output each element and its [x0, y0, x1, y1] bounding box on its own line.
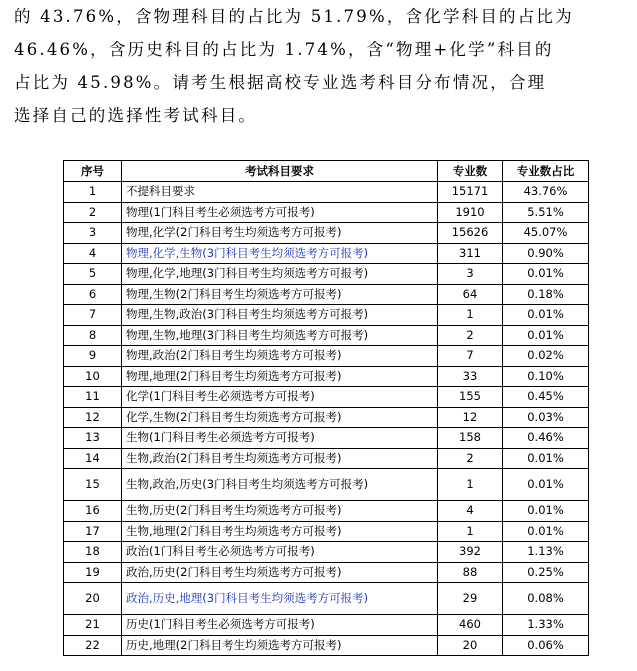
cell-percent: 45.07% — [503, 223, 589, 244]
table-row — [64, 325, 589, 346]
table-row — [64, 243, 589, 264]
cell-index: 16 — [64, 501, 122, 522]
cell-index: 4 — [64, 243, 122, 264]
cell-count: 1 — [438, 305, 503, 326]
cell-requirement: 政治,历史,地理(3门科目考生均须选考方可报考) — [122, 583, 438, 615]
cell-index: 5 — [64, 264, 122, 285]
cell-percent: 0.03% — [503, 407, 589, 428]
cell-requirement: 物理,化学,地理(3门科目考生均须选考方可报考) — [122, 264, 438, 285]
cell-index: 15 — [64, 469, 122, 501]
cell-index: 12 — [64, 407, 122, 428]
table-row — [64, 182, 589, 203]
cell-count: 1 — [438, 469, 503, 501]
cell-index: 14 — [64, 448, 122, 469]
table-row — [64, 469, 589, 501]
table-row — [64, 284, 589, 305]
cell-count: 1 — [438, 521, 503, 542]
cell-percent: 0.02% — [503, 346, 589, 367]
cell-count: 29 — [438, 583, 503, 615]
cell-percent: 0.18% — [503, 284, 589, 305]
table-row — [64, 448, 589, 469]
cell-index: 19 — [64, 562, 122, 583]
cell-requirement: 物理,化学,生物(3门科目考生均须选考方可报考) — [122, 243, 438, 264]
cell-count: 33 — [438, 366, 503, 387]
cell-requirement: 物理,生物(2门科目考生均须选考方可报考) — [122, 284, 438, 305]
cell-requirement: 生物,历史(2门科目考生均须选考方可报考) — [122, 501, 438, 522]
table-row — [64, 542, 589, 563]
cell-count: 311 — [438, 243, 503, 264]
cell-count: 2 — [438, 325, 503, 346]
cell-percent: 0.01% — [503, 325, 589, 346]
cell-requirement: 政治,历史(2门科目考生均须选考方可报考) — [122, 562, 438, 583]
intro-paragraph — [14, 0, 626, 132]
cell-count: 158 — [438, 428, 503, 449]
table-row — [64, 305, 589, 326]
cell-count: 2 — [438, 448, 503, 469]
cell-count: 64 — [438, 284, 503, 305]
cell-percent: 0.06% — [503, 635, 589, 656]
table-row — [64, 346, 589, 367]
cell-percent: 43.76% — [503, 182, 589, 203]
cell-requirement: 生物,政治,历史(3门科目考生均须选考方可报考) — [122, 469, 438, 501]
table-row — [64, 223, 589, 244]
cell-count: 20 — [438, 635, 503, 656]
paragraph-line: 46.46%，含历史科目的占比为 1.74%，含“物理+化学”科目的 — [14, 40, 554, 59]
cell-percent: 0.45% — [503, 387, 589, 408]
table-row — [64, 387, 589, 408]
cell-count: 4 — [438, 501, 503, 522]
cell-index: 13 — [64, 428, 122, 449]
paragraph-line: 选择自己的选择性考试科目。 — [14, 106, 258, 125]
cell-requirement: 物理(1门科目考生必须选考方可报考) — [122, 202, 438, 223]
cell-percent: 0.01% — [503, 501, 589, 522]
cell-requirement: 物理,化学(2门科目考生均须选考方可报考) — [122, 223, 438, 244]
cell-percent: 0.90% — [503, 243, 589, 264]
cell-requirement: 历史(1门科目考生必须选考方可报考) — [122, 615, 438, 636]
cell-percent: 0.46% — [503, 428, 589, 449]
header-requirement: 考试科目要求 — [122, 161, 438, 182]
cell-index: 20 — [64, 583, 122, 615]
cell-count: 460 — [438, 615, 503, 636]
table-header-row — [64, 161, 589, 182]
table-row — [64, 202, 589, 223]
cell-percent: 0.01% — [503, 521, 589, 542]
cell-percent: 0.01% — [503, 469, 589, 501]
cell-percent: 1.13% — [503, 542, 589, 563]
cell-requirement: 物理,地理(2门科目考生均须选考方可报考) — [122, 366, 438, 387]
table-row — [64, 635, 589, 656]
cell-percent: 0.25% — [503, 562, 589, 583]
cell-requirement: 化学(1门科目考生必须选考方可报考) — [122, 387, 438, 408]
cell-requirement: 政治(1门科目考生必须选考方可报考) — [122, 542, 438, 563]
cell-requirement: 物理,生物,地理(3门科目考生均须选考方可报考) — [122, 325, 438, 346]
cell-index: 8 — [64, 325, 122, 346]
paragraph-line: 占比为 45.98%。请考生根据高校专业选考科目分布情况，合理 — [14, 73, 547, 92]
cell-count: 7 — [438, 346, 503, 367]
paragraph-line: 的 43.76%，含物理科目的占比为 51.79%，含化学科目的占比为 — [14, 7, 574, 26]
cell-percent: 0.01% — [503, 264, 589, 285]
cell-percent: 0.01% — [503, 305, 589, 326]
cell-requirement: 生物(1门科目考生必须选考方可报考) — [122, 428, 438, 449]
table-row — [64, 407, 589, 428]
cell-index: 17 — [64, 521, 122, 542]
cell-index: 10 — [64, 366, 122, 387]
cell-percent: 0.10% — [503, 366, 589, 387]
cell-requirement: 生物,政治(2门科目考生均须选考方可报考) — [122, 448, 438, 469]
cell-count: 15626 — [438, 223, 503, 244]
cell-count: 15171 — [438, 182, 503, 203]
cell-requirement: 历史,地理(2门科目考生均须选考方可报考) — [122, 635, 438, 656]
header-index: 序号 — [64, 161, 122, 182]
cell-count: 392 — [438, 542, 503, 563]
table-row — [64, 521, 589, 542]
header-count: 专业数 — [438, 161, 503, 182]
cell-count: 12 — [438, 407, 503, 428]
cell-index: 21 — [64, 615, 122, 636]
subject-requirements-table — [63, 160, 589, 656]
table-row — [64, 583, 589, 615]
table-row — [64, 264, 589, 285]
cell-count: 1910 — [438, 202, 503, 223]
cell-percent: 5.51% — [503, 202, 589, 223]
cell-count: 88 — [438, 562, 503, 583]
cell-requirement: 物理,政治(2门科目考生均须选考方可报考) — [122, 346, 438, 367]
cell-count: 155 — [438, 387, 503, 408]
table-row — [64, 562, 589, 583]
cell-index: 22 — [64, 635, 122, 656]
header-percent: 专业数占比 — [503, 161, 589, 182]
cell-percent: 1.33% — [503, 615, 589, 636]
table-row — [64, 366, 589, 387]
cell-requirement: 不提科目要求 — [122, 182, 438, 203]
cell-requirement: 化学,生物(2门科目考生均须选考方可报考) — [122, 407, 438, 428]
table-row — [64, 428, 589, 449]
cell-index: 18 — [64, 542, 122, 563]
cell-index: 2 — [64, 202, 122, 223]
cell-percent: 0.08% — [503, 583, 589, 615]
cell-percent: 0.01% — [503, 448, 589, 469]
cell-index: 7 — [64, 305, 122, 326]
cell-requirement: 生物,地理(2门科目考生均须选考方可报考) — [122, 521, 438, 542]
table-row — [64, 501, 589, 522]
cell-index: 6 — [64, 284, 122, 305]
cell-count: 3 — [438, 264, 503, 285]
cell-index: 11 — [64, 387, 122, 408]
cell-index: 3 — [64, 223, 122, 244]
cell-index: 9 — [64, 346, 122, 367]
table-row — [64, 615, 589, 636]
cell-index: 1 — [64, 182, 122, 203]
cell-requirement: 物理,生物,政治(3门科目考生均须选考方可报考) — [122, 305, 438, 326]
